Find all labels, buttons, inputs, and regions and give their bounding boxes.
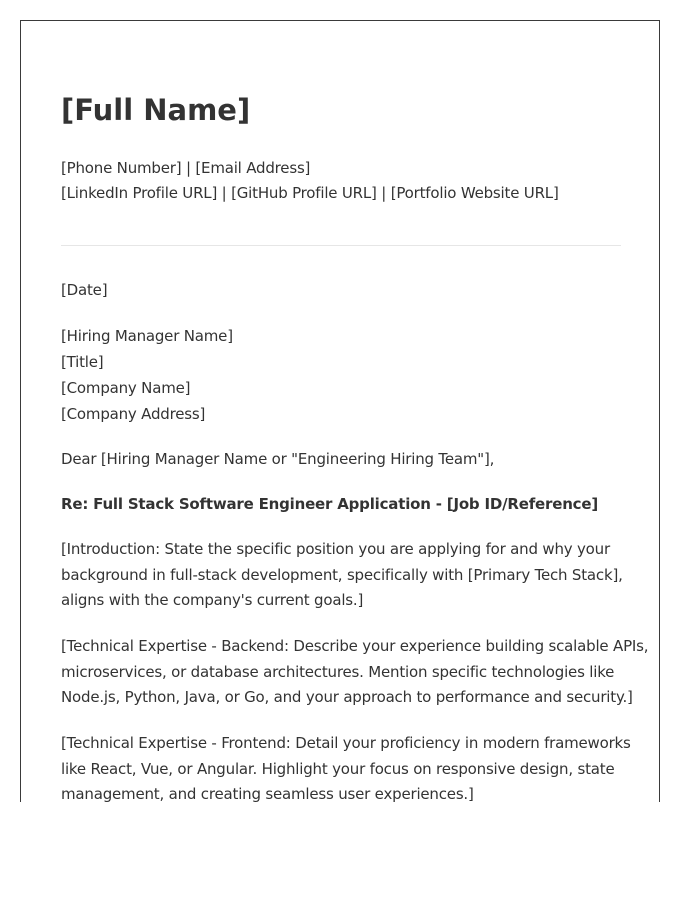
paragraph-line: like React, Vue, or Angular. Highlight your focus on responsive design, state <box>61 759 615 778</box>
paragraph-backend <box>61 634 649 711</box>
paragraph-line: [Introduction: State the specific position you are applying for and why your <box>61 540 610 558</box>
paragraph-line: [Technical Expertise - Backend: Describe your experience building scalable APIs, <box>61 637 649 655</box>
paragraph-line: management, and creating seamless user experiences.] <box>61 785 474 802</box>
letter-date: [Date] <box>61 281 108 299</box>
full-name-heading: [Full Name] <box>61 93 251 127</box>
subject-line: Re: Full Stack Software Engineer Application - [Job ID/Reference] <box>61 495 598 513</box>
contact-line-profiles: [LinkedIn Profile URL] | [GitHub Profile URL] | [Portfolio Website URL] <box>61 184 559 202</box>
contact-line-phone-email: [Phone Number] | [Email Address] <box>61 159 311 177</box>
header-divider <box>61 245 621 246</box>
paragraph-line: Node.js, Python, Java, or Go, and your approach to performance and security.] <box>61 688 633 706</box>
paragraph-introduction <box>61 537 629 614</box>
paragraph-frontend <box>61 731 629 802</box>
letter-page <box>20 20 660 802</box>
recipient-address: [Company Address] <box>61 405 206 423</box>
paragraph-line: microservices, or database architectures. Mention specific technologies like <box>61 662 615 681</box>
recipient-name: [Hiring Manager Name] <box>61 327 233 345</box>
contact-block <box>61 156 559 206</box>
paragraph-line: background in full-stack development, specifically with [Primary Tech Stack], <box>61 565 623 584</box>
salutation: Dear [Hiring Manager Name or "Engineering Hiring Team"], <box>61 450 495 468</box>
recipient-title: [Title] <box>61 353 104 371</box>
recipient-block <box>61 323 233 427</box>
paragraph-line: aligns with the company's current goals.] <box>61 591 364 609</box>
paragraph-line: [Technical Expertise - Frontend: Detail your proficiency in modern frameworks <box>61 734 631 752</box>
recipient-company: [Company Name] <box>61 379 191 397</box>
